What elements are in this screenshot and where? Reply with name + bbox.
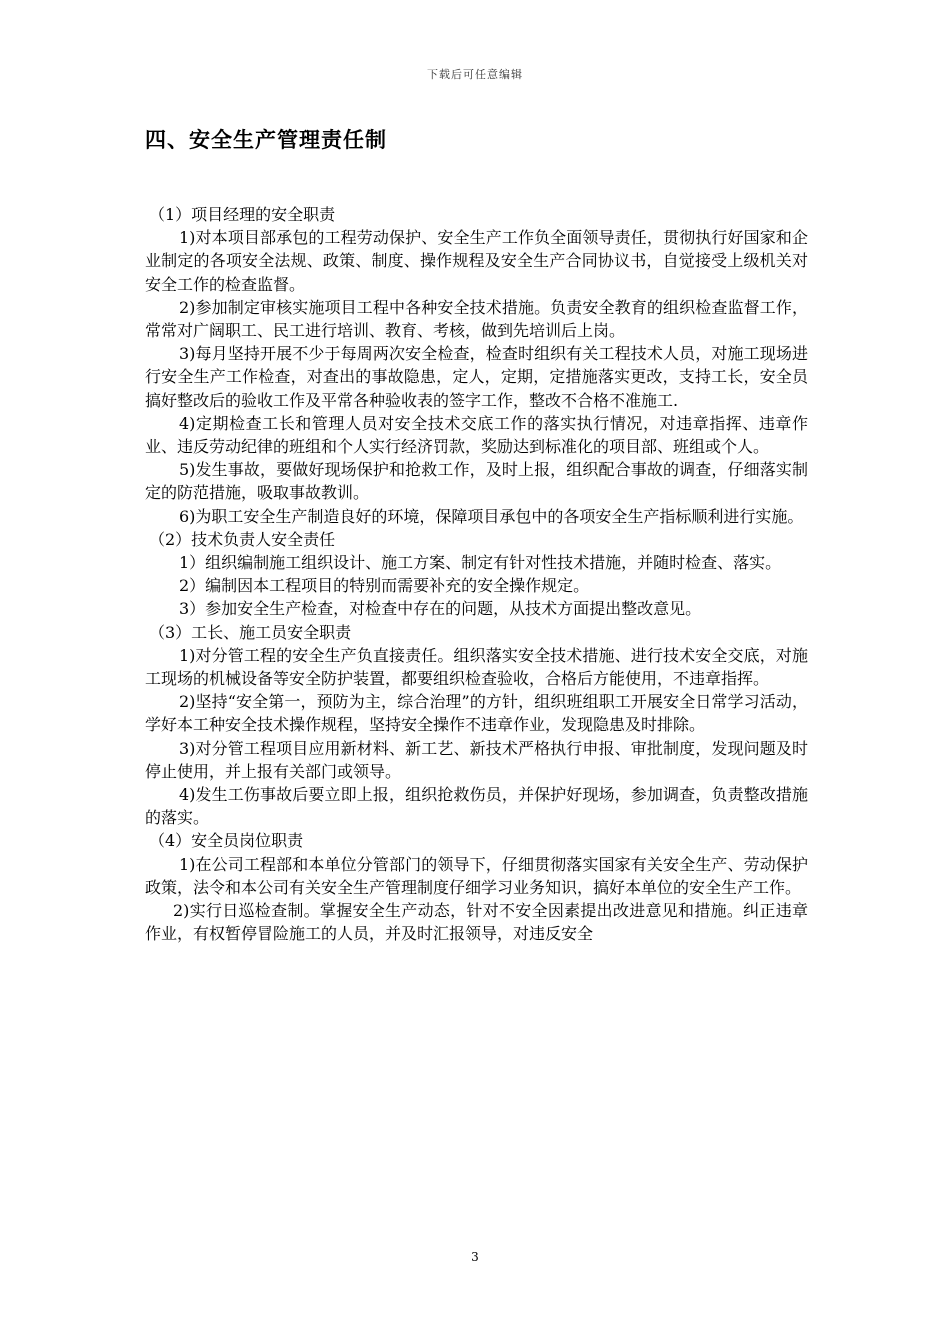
paragraph: 5)发生事故，要做好现场保护和抢救工作，及时上报，组织配合事故的调查，仔细落实制定的防范措施，吸取事故教训。: [145, 460, 808, 503]
paragraph: 2)参加制定审核实施项目工程中各种安全技术措施。负责安全教育的组织检查监督工作，常常对广阔职工、民工进行培训、教育、考核，做到先培训后上岗。: [145, 297, 808, 341]
section-title: （4）安全员岗位职责: [149, 831, 304, 851]
page-title: 四、安全生产管理责任制: [145, 128, 387, 152]
section-foreman: [145, 621, 808, 830]
paragraph: 2）编制因本工程项目的特别而需要补充的安全操作规定。: [179, 576, 590, 596]
document-body: [145, 203, 808, 946]
paragraph: 6)为职工安全生产制造良好的环境，保障项目承包中的各项安全生产指标顺利进行实施。: [179, 506, 804, 526]
section-title: （2）技术负责人安全责任: [149, 529, 336, 549]
section-title: （1）项目经理的安全职责: [149, 205, 336, 224]
header-note: 下载后可任意编辑: [427, 68, 523, 81]
paragraph: 3)每月坚持开展不少于每周两次安全检查，检查时组织有关工程技术人员，对施工现场进行安全生产工作检查，对查出的事故隐患，定人，定期，定措施落实更改，支持工长，安全员搞好整改后的验收工作及平常各种验收表的签字工作，整改不合格不准施工.: [145, 344, 808, 410]
section-project-manager: [145, 203, 808, 528]
paragraph: 3）参加安全生产检查，对检查中存在的问题，从技术方面提出整改意见。: [179, 599, 702, 619]
paragraph: 2)坚持“安全第一，预防为主，综合治理”的方针，组织班组职工开展安全日常学习活动，学好本工种安全技术操作规程，坚持安全操作不违章作业，发现隐患及时排除。: [145, 692, 808, 735]
paragraph: 4)发生工伤事故后要立即上报，组织抢救伤员，并保护好现场，参加调查，负责整改措施的落实。: [145, 785, 808, 828]
paragraph: 1）组织编制施工组织设计、施工方案、制定有针对性技术措施，并随时检查、落实。: [179, 553, 782, 573]
paragraph: 2)实行日巡检查制。掌握安全生产动态，针对不安全因素提出改进意见和措施。纠正违章作业，有权暂停冒险施工的人员，并及时汇报领导，对违反安全: [145, 901, 808, 944]
page-number: 3: [471, 1250, 479, 1264]
paragraph: 1)对本项目部承包的工程劳动保护、安全生产工作负全面领导责任，贯彻执行好国家和企业制定的各项安全法规、政策、制度、操作规程及安全生产合同协议书，自觉接受上级机关对安全工作的检查监督。: [145, 228, 808, 294]
paragraph: 1)对分管工程的安全生产负直接责任。组织落实安全技术措施、进行技术安全交底，对施工现场的机械设备等安全防护装置，都要组织检查验收，合格后方能使用，不违章指挥。: [145, 645, 808, 689]
section-title: （3）工长、施工员安全职责: [149, 622, 352, 642]
paragraph: 1)在公司工程部和本单位分管部门的领导下，仔细贯彻落实国家有关安全生产、劳动保护政策，法令和本公司有关安全生产管理制度仔细学习业务知识，搞好本单位的安全生产工作。: [145, 854, 808, 897]
section-technical-lead: [145, 528, 808, 621]
paragraph: 4)定期检查工长和管理人员对安全技术交底工作的落实执行情况，对违章指挥、违章作业、违反劳动纪律的班组和个人实行经济罚款，奖励达到标准化的项目部、班组或个人。: [145, 413, 808, 457]
paragraph: 3)对分管工程项目应用新材料、新工艺、新技术严格执行申报、审批制度，发现问题及时停止使用，并上报有关部门或领导。: [145, 738, 808, 781]
section-safety-officer: [145, 829, 808, 945]
